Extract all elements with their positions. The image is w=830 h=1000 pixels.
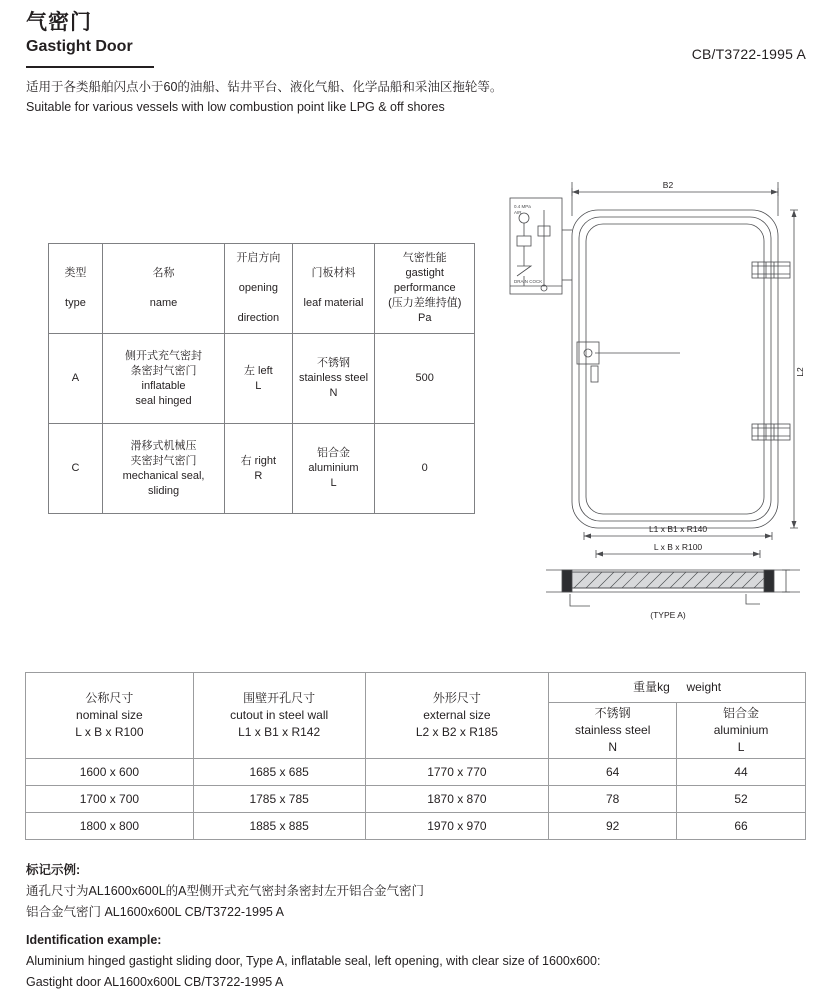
table-row (26, 759, 806, 786)
header-direction-en2: direction (237, 312, 280, 324)
page-title-en: Gastight Door (26, 38, 133, 55)
header-type-cn: 类型 (64, 267, 87, 279)
header-cutout-cn: 围壁开孔尺寸 (243, 691, 316, 705)
mark-example-line1: 通孔尺寸为AL1600x600L的A型侧开式充气密封条密封左开铝合金气密门 (26, 884, 424, 898)
cell-type: C (49, 424, 103, 514)
cell-nominal: 1700 x 700 (26, 786, 194, 813)
cell-external: 1770 x 770 (365, 759, 549, 786)
header-steel-code: N (608, 740, 617, 754)
header-cutout-en: cutout in steel wall (230, 708, 329, 722)
identification-example-line2: Gastight door AL1600x600L CB/T3722-1995 A (26, 975, 284, 989)
header-external-size (365, 673, 549, 759)
cell-type: A (49, 334, 103, 424)
section-type-label: (TYPE A) (650, 610, 686, 620)
identification-example-line1: Aluminium hinged gastight sliding door, Type A, inflatable seal, left opening, with clear size of 1600x600: (26, 954, 601, 968)
cell-leaf-en: aluminium (308, 462, 359, 474)
notes-section (26, 860, 806, 993)
document-header (26, 10, 806, 62)
cell-weight-steel: 92 (549, 813, 677, 840)
header-alu-cn: 铝合金 (723, 706, 760, 720)
cell-weight-alu: 44 (677, 759, 806, 786)
header-leaf-cn: 门板材料 (311, 267, 356, 279)
table-header-row (49, 244, 475, 334)
header-alu-en: aluminium (713, 723, 769, 737)
table-row (49, 334, 475, 424)
header-alu (677, 703, 806, 759)
header-steel-cn: 不锈钢 (594, 706, 631, 720)
header-direction-cn: 开启方向 (236, 252, 281, 264)
table-header-row (26, 673, 806, 703)
header-nominal-size (26, 673, 194, 759)
mark-example-line2: 铝合金气密门 AL1600x600L CB/T3722-1995 A (26, 905, 285, 919)
air-pressure-label: 0.4 MPa (514, 204, 531, 209)
table-row (26, 786, 806, 813)
size-specification-table (25, 672, 806, 840)
header-direction-en1: opening (238, 282, 278, 294)
table-row (49, 424, 475, 514)
header-steel-en: stainless steel (574, 723, 651, 737)
cell-nominal: 1800 x 800 (26, 813, 194, 840)
cell-direction (225, 334, 292, 424)
cell-nominal: 1600 x 600 (26, 759, 194, 786)
header-performance (375, 244, 475, 334)
cell-direction-code: L (255, 379, 262, 392)
title-divider (26, 66, 154, 68)
header-name-en: name (149, 297, 178, 309)
header-weight (549, 673, 806, 703)
cell-cutout: 1685 x 685 (193, 759, 365, 786)
header-weight-cn: 重量kg (633, 680, 670, 694)
cell-name-cn2: 条密封气密门 (130, 364, 197, 377)
header-nominal-cn: 公称尺寸 (85, 691, 134, 705)
header-nominal-en: nominal size (76, 708, 143, 722)
cell-leaf (292, 424, 375, 514)
cell-name (102, 334, 224, 424)
cell-direction-code: R (254, 469, 263, 482)
air-label: AIR (514, 210, 522, 215)
cell-weight-alu: 66 (677, 813, 806, 840)
cell-name-en1: inflatable (141, 379, 186, 392)
header-performance-cn: 气密性能 (402, 252, 447, 264)
cell-leaf-cn: 铝合金 (317, 447, 350, 459)
header-leaf-material (292, 244, 375, 334)
technical-drawing (500, 170, 810, 640)
header-name (102, 244, 224, 334)
header-performance-en1: gastight (405, 267, 444, 279)
cell-external: 1970 x 970 (365, 813, 549, 840)
header-performance-note: (压力差维持值) (388, 297, 462, 309)
header-leaf-en: leaf material (303, 297, 364, 309)
dim-l2-label: L2 (795, 367, 805, 377)
cell-direction (225, 424, 292, 514)
cell-leaf (292, 334, 375, 424)
door-drawing-svg (500, 170, 810, 640)
header-performance-en2: performance (393, 282, 456, 294)
dim-b2-label: B2 (662, 180, 674, 190)
cell-leaf-code: N (329, 387, 338, 399)
cell-name-cn1: 滑移式机械压 (130, 439, 197, 452)
cell-leaf-code: L (330, 477, 337, 489)
subtitle-en: Suitable for various vessels with low combustion point like LPG & off shores (26, 100, 445, 114)
header-external-formula: L2 x B2 x R185 (415, 725, 498, 739)
cell-cutout: 1885 x 885 (193, 813, 365, 840)
header-external-cn: 外形尺寸 (432, 691, 481, 705)
header-performance-unit: Pa (417, 312, 432, 324)
cell-direction-cn: 左 left (244, 364, 273, 377)
header-steel (549, 703, 677, 759)
table-row (26, 813, 806, 840)
cell-name-en2: sliding (147, 484, 180, 497)
header-cutout-formula: L1 x B1 x R142 (238, 725, 321, 739)
cell-name-cn2: 夹密封气密门 (130, 454, 197, 467)
page-title-cn: 气密门 (26, 11, 92, 34)
cell-name (102, 424, 224, 514)
cell-direction-cn: 右 right (240, 454, 277, 467)
header-weight-en: weight (686, 680, 722, 694)
cell-weight-alu: 52 (677, 786, 806, 813)
identification-example-title: Identification example: (26, 933, 162, 947)
header-type-en: type (65, 297, 86, 309)
header-cutout-size (193, 673, 365, 759)
cell-performance: 0 (375, 424, 475, 514)
subtitle-cn: 适用于各类船舶闪点小于60的油船、钻井平台、液化气船、化学品船和采油区拖轮等。 (26, 80, 503, 94)
cell-cutout: 1785 x 785 (193, 786, 365, 813)
cell-external: 1870 x 870 (365, 786, 549, 813)
cell-name-en2: seal hinged (135, 394, 192, 407)
cell-leaf-cn: 不锈钢 (317, 357, 350, 369)
cell-name-cn1: 侧开式充气密封 (125, 349, 203, 362)
header-external-en: external size (423, 708, 491, 722)
header-direction (225, 244, 292, 334)
header-nominal-formula: L x B x R100 (75, 725, 144, 739)
header-type (49, 244, 103, 334)
cell-leaf-en: stainless steel (298, 372, 369, 384)
cell-performance: 500 (375, 334, 475, 424)
dim-cutout1-label: L1 x B1 x R140 (648, 524, 708, 534)
dim-cutout2-label: L x B x R100 (653, 542, 703, 552)
header-name-cn: 名称 (152, 267, 175, 279)
header-alu-code: L (737, 740, 745, 754)
cell-weight-steel: 78 (549, 786, 677, 813)
cell-name-en1: mechanical seal, (122, 469, 205, 482)
cell-weight-steel: 64 (549, 759, 677, 786)
drain-cock-label: DRAIN COCK (514, 279, 543, 284)
standard-code: CB/T3722-1995 A (691, 46, 806, 62)
type-specification-table (48, 243, 475, 514)
mark-example-title: 标记示例: (26, 863, 81, 877)
